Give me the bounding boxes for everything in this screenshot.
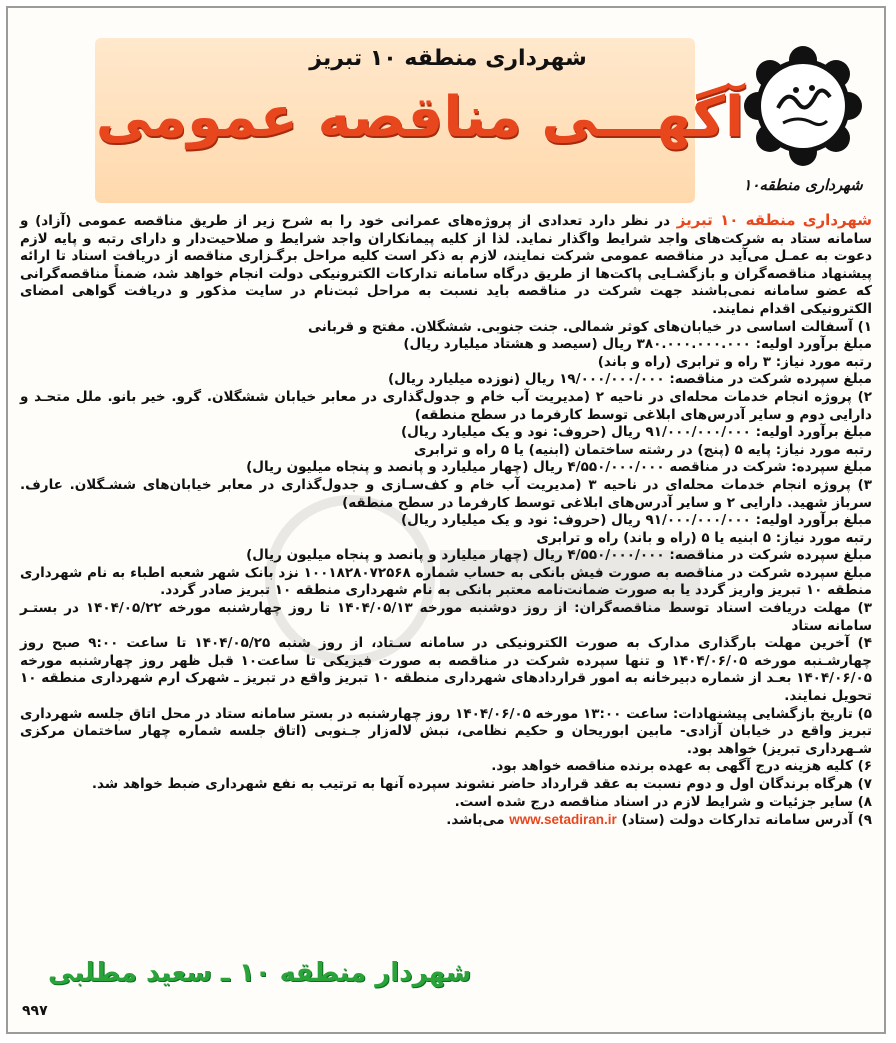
ad-body bbox=[20, 212, 872, 830]
project-item bbox=[20, 319, 872, 389]
project-line: مبلغ سپرده شرکت در مناقصه: ۱۹/۰۰۰/۰۰۰/۰۰۰ ریال (نوزده میلیارد ریال) bbox=[387, 371, 872, 388]
condition-item-last bbox=[20, 811, 872, 830]
logo-caption: شهرداری منطقه۱۰ bbox=[743, 176, 863, 194]
condition-prefix: ۹) آدرس سامانه تدارکات دولت (ستاد) bbox=[621, 812, 872, 829]
project-line: رتبه مورد نیاز: ۵ ابنیه یا ۵ (راه و باند) راه و ترابری bbox=[536, 529, 872, 546]
project-line: مبلغ برآورد اولیه: ۳۸۰.۰۰۰.۰۰۰.۰۰۰ ریال (سیصد و هشتاد میلیارد ریال) bbox=[403, 336, 872, 353]
municipality-logo bbox=[738, 38, 868, 198]
condition-item: ۵) تاریخ بازگشایی پیشنهادات: ساعت ۱۳:۰۰ مورخه ۱۴۰۴/۰۶/۰۵ روز چهارشنبه در بستر سامانه ستاد در محل اتاق جلسه شهرداری تبریز واقع در خیابان آزادی- مابین ابوریحان و حکیم نظامی، نبش لاله‌زار جـنوبی (اتاق جلسه شماره چهار ساختمان مرکزی شـهرداری تبریز) خواهد بود. bbox=[20, 705, 872, 757]
condition-item: ۷) هرگاه برندگان اول و دوم نسبت به عقد قرارداد حاضر نشوند سپرده آنها به ترتیب به نفع شهرداری ضبط خواهد شد. bbox=[91, 776, 872, 792]
project-line: مبلغ برآورد اولیه: ۹۱/۰۰۰/۰۰۰/۰۰۰ ریال (حروف: نود و یک میلیارد ریال) bbox=[400, 512, 872, 529]
intro-lead: شهرداری منطقه ۱۰ تبریز bbox=[676, 211, 873, 229]
intro-text: در نظر دارد تعدادی از پروژه‌های عمرانی خود را به شرح زیر از طریق مناقصه عمومی (آزاد) و سامانه ستاد به شرکت‌های واجد شرایط واگذار نماید. لذا از کلیه پیمانکاران واجد شرایط و صلاحیت‌دار و دارای رتبه و پایه لازم دعوت به عمـل می‌آید در مناقصه عمومی شرکت نمایند، لازم به ذکر است کلیه مراحل برگـزاری مناقصه از دریافت اسناد تا ارائه پیشنهاد مناقصه‌گران و بازگشـایی پاکت‌ها از طریق درگاه سامانه تدارکات الکترونیکی دولت انجام خواهد شد، ضمناً مناقصه‌گرانی که عضو سامانه نمی‌باشند جهت شرکت در مناقصه باید نسبت به مراحل ثبت‌نام در سایت مذکور و دریافت گواهی امضای الکترونیکی اقدام نمایند. bbox=[20, 213, 872, 317]
project-line: مبلغ سپرده: شرکت در مناقصه ۴/۵۵۰/۰۰۰/۰۰۰ ریال (چهار میلیارد و پانصد و پنجاه میلیون ریال) bbox=[246, 459, 872, 476]
signature: شهردار منطقه ۱۰ ـ سعید مطلبی bbox=[48, 958, 472, 988]
deposit-note: مبلغ سپرده شرکت در مناقصه به صورت فیش بانکی به حساب شماره ۱۰۰۱۸۲۸۰۷۲۵۶۸ نزد بانک شهر شعبه اطباء به نام شهرداری منطقه ۱۰ تبریز واریز گردد یا به صورت ضمانت‌نامه معتبر بانکی به نام شهرداری منطقه ۱۰ تبریز صادر گردد. bbox=[20, 564, 872, 599]
project-title: ۲) پروژه انجام خدمات محله‌ای در ناحیه ۲ (مدیریت آب خام و جدول‌گذاری در معابر خیابان ششگلان. گرو. خیر بانو. ملل متحـد و دارایی دوم و سایر آدرس‌های ابلاغی توسط کارفرما در سطح منطقه) bbox=[20, 388, 872, 423]
project-line: رتبه مورد نیاز: پایه ۵ (پنج) در رشته ساختمان (ابنیه) یا ۵ راه و ترابری bbox=[414, 441, 872, 458]
condition-suffix: می‌باشد. bbox=[446, 812, 505, 829]
project-item bbox=[20, 389, 872, 477]
condition-item: ۶) کلیه هزینه درج آگهی به عهده برنده مناقصه خواهد بود. bbox=[491, 758, 872, 775]
municipality-title: شهرداری منطقه ۱۰ تبریز bbox=[309, 46, 587, 71]
project-title: ۳) پروژه انجام خدمات محله‌ای در ناحیه ۳ (مدیریت آب خام و کف‌سـازی و جدول‌گذاری در معابر خیابان‌های ششـگلان. عارف. سرباز شهید. دارایی ۲ و سایر آدرس‌های ابلاغی توسط کارفرما در سطح منطقه) bbox=[20, 476, 873, 511]
intro-paragraph bbox=[20, 212, 872, 319]
page-title: آگهـــی مناقصه عمومی bbox=[95, 85, 745, 150]
condition-item: ۴) آخرین مهلت بارگذاری مدارک به صورت الکترونیکی در سامانه سـتاد، از روز شنبه ۱۴۰۴/۰۵/۲۵ تا ساعت ۹:۰۰ صبح روز چهارشـنبه مورخه ۱۴۰۴/۰۶/۰۵ و تنها سپرده شرکت در مناقصه به صورت فیزیکی تا ساعت۱۰ قبل ظهر روز چهارشنبه مورخه ۱۴۰۴/۰۶/۰۵ بعـد از شماره دبیرخانه به امور قراردادهای شهرداری منطقه ۱۰ تبریز واقع در تبریز ـ شهرک ارم شهرداری منطقه ۱۰ تحویل نمایند. bbox=[20, 635, 872, 705]
logo-emblem-icon bbox=[738, 38, 868, 173]
project-item bbox=[20, 477, 872, 565]
project-title: ۱) آسفالت اساسی در خیابان‌های کوثر شمالی. جنت جنوبی. ششگلان. مفتح و قربانی bbox=[308, 318, 872, 335]
setad-link[interactable]: www.setadiran.ir bbox=[509, 812, 617, 828]
page-number: ۹۹۷ bbox=[22, 1003, 48, 1019]
project-line: مبلغ برآورد اولیه: ۹۱/۰۰۰/۰۰۰/۰۰۰ ریال (حروف: نود و یک میلیارد ریال) bbox=[400, 424, 872, 441]
condition-item: ۳) مهلت دریافت اسناد توسط مناقصه‌گران: از روز دوشنبه مورخه ۱۴۰۴/۰۵/۱۳ تا روز چهارشنبه مورخه ۱۴۰۴/۰۵/۲۲ در بستـر سامانه ستاد bbox=[20, 600, 872, 634]
condition-item: ۸) سایر جزئیات و شرایط لازم در اسناد مناقصه درج شده است. bbox=[454, 793, 872, 810]
project-line: رتبه مورد نیاز: ۳ راه و ترابری (راه و باند) bbox=[597, 353, 872, 370]
project-line: مبلغ سپرده شرکت در مناقصه: ۴/۵۵۰/۰۰۰/۰۰۰ ریال (چهار میلیارد و پانصد و پنجاه میلیون ریال) bbox=[246, 547, 872, 564]
